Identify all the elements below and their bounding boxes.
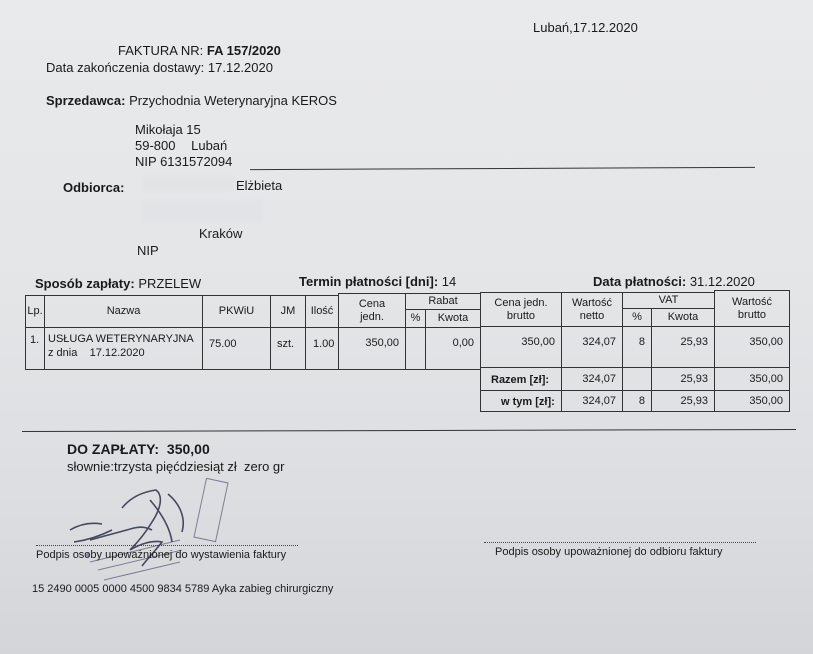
buyer-city: Kraków [199, 226, 243, 241]
receiver-signature-line [484, 542, 756, 543]
total-gross: 350,00 [714, 367, 790, 391]
header-discount: Rabat [405, 293, 481, 310]
row-qty: 1.00 [305, 327, 339, 370]
header-gross [714, 290, 790, 327]
amount-in-words: słownie:trzysta pięćdziesiąt zł zero gr [67, 459, 285, 474]
header-discount-amount: Kwota [425, 309, 481, 328]
issuer-signature-label: Podpis osoby upoważnionej do wystawienia faktury [36, 549, 287, 561]
receiver-signature-label: Podpis osoby upoważnionej do odbioru faktury [495, 546, 723, 558]
stamp-signature-image [30, 470, 260, 590]
including-net: 324,07 [561, 390, 623, 412]
seller-divider [250, 167, 755, 170]
row-unit-price: 350,00 [338, 327, 406, 370]
total-label: Razem [zł]: [480, 367, 562, 391]
payment-method-label: Sposób zapłaty: [35, 276, 135, 291]
header-vat-pct: % [622, 308, 652, 327]
delivery-date: 17.12.2020 [207, 60, 273, 75]
issuer-signature-line [36, 545, 298, 546]
payment-term-label: Termin płatności [dni]: [299, 274, 439, 289]
including-gross: 350,00 [714, 390, 790, 412]
header-gross-1: Wartość [732, 295, 772, 308]
invoice-title [118, 43, 281, 58]
header-gross-unit-2: brutto [506, 309, 536, 322]
header-gross-2: brutto [737, 308, 767, 321]
header-gross-unit [480, 292, 562, 327]
table-divider [22, 429, 796, 432]
row-discount-pct [405, 327, 426, 370]
seller-nip: 6131572094 [160, 154, 233, 169]
seller-street: Mikołaja 15 [135, 122, 201, 137]
seller-nip-label: NIP [135, 154, 157, 169]
row-name [44, 327, 203, 370]
row-name-1: USŁUGA WETERYNARYJNA [48, 333, 194, 345]
bank-account-note: 15 2490 0005 0000 4500 9834 5789 Ayka zabieg chirurgiczny [32, 583, 334, 595]
row-vat-pct: 8 [622, 326, 652, 368]
row-name-2: z dnia 17.12.2020 [48, 347, 145, 359]
header-jm: JM [270, 295, 306, 328]
including-label: w tym [zł]: [480, 390, 562, 412]
row-net: 324,07 [561, 326, 623, 368]
buyer-nip-label: NIP [137, 243, 159, 258]
row-gross: 350,00 [714, 326, 790, 368]
seller-label: Sprzedawca: [46, 93, 126, 108]
payment-term-value: 14 [441, 274, 457, 289]
payment-term [299, 274, 456, 289]
header-net-2: netto [579, 309, 605, 322]
row-vat-amount: 25,93 [651, 326, 715, 368]
redaction [143, 176, 233, 192]
payment-method-value: PRZELEW [138, 276, 202, 291]
header-discount-pct: % [405, 309, 426, 328]
including-vat-pct: 8 [622, 390, 652, 412]
header-net-1: Wartość [572, 296, 612, 309]
invoice-label: FAKTURA NR: [118, 43, 204, 58]
including-vat-amount: 25,93 [651, 390, 715, 412]
total-net: 324,07 [561, 367, 623, 391]
to-pay-line [67, 441, 210, 457]
seller-city-line [135, 138, 227, 153]
row-jm: szt. [270, 327, 306, 370]
to-pay-label: DO ZAPŁATY: [67, 441, 160, 457]
redaction [143, 200, 263, 222]
buyer-label: Odbiorca: [63, 180, 125, 195]
header-unit-price-1: Cena [358, 297, 386, 310]
header-vat-amount: Kwota [651, 308, 715, 327]
header-pkwiu: PKWiU [202, 295, 271, 328]
header-net [561, 292, 623, 327]
seller-line [46, 93, 337, 108]
delivery-label: Data zakończenia dostawy: [46, 60, 205, 75]
row-lp: 1. [25, 327, 45, 370]
seller-name: Przychodnia Weterynaryjna KEROS [129, 93, 337, 108]
seller-nip-line [135, 154, 232, 169]
header-vat: VAT [622, 292, 715, 309]
header-unit-price [338, 293, 406, 328]
total-vat-amount: 25,93 [651, 367, 715, 391]
delivery-date-line [46, 60, 273, 75]
header-gross-unit-1: Cena jedn. [494, 296, 548, 309]
payment-date-label: Data płatności: [593, 274, 687, 289]
header-lp: Lp. [25, 295, 45, 328]
place-date: Lubań,17.12.2020 [533, 20, 638, 35]
header-name: Nazwa [44, 295, 203, 328]
row-gross-unit: 350,00 [480, 326, 562, 368]
payment-method [35, 276, 201, 291]
payment-date [593, 274, 755, 289]
header-qty: Ilość [305, 295, 339, 328]
buyer-name: Elżbieta [236, 178, 283, 193]
total-vat-pct [622, 367, 652, 391]
row-discount-amount: 0,00 [425, 327, 481, 370]
seller-city: Lubań [191, 138, 228, 153]
row-pkwiu: 75.00 [202, 327, 271, 370]
payment-date-value: 31.12.2020 [689, 274, 755, 289]
header-unit-price-2: jedn. [360, 310, 384, 323]
invoice-number: FA 157/2020 [206, 43, 281, 58]
to-pay-amount: 350,00 [166, 441, 210, 457]
seller-postal: 59-800 [135, 138, 176, 153]
